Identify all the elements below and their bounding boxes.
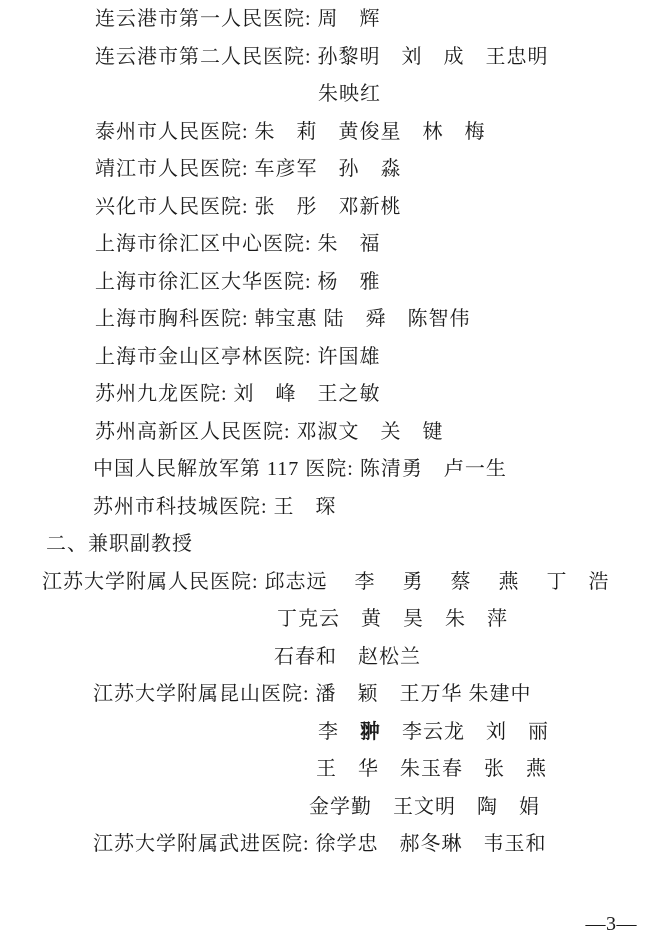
doc-line [0, 451, 655, 489]
doc-line [0, 826, 655, 864]
page-number: —3— [585, 913, 637, 935]
doc-line [0, 676, 655, 714]
text-run: 金学勤 王文明 陶 娟 [309, 795, 540, 818]
text-run: 江苏大学附属昆山医院: 潘 颖 王万华 朱建中 [93, 683, 532, 705]
doc-line [0, 226, 655, 264]
doc-line [0, 564, 655, 602]
doc-line-continuation [0, 789, 655, 827]
text-run: 石春和 赵松兰 [274, 645, 421, 668]
doc-line [0, 1, 655, 39]
text-run: 丁克云 黄 昊 朱 萍 [277, 608, 508, 630]
text-run: 连云港市第一人民医院: 周 辉 [95, 8, 381, 30]
text-run: 李 [318, 720, 360, 743]
text-run: 上海市金山区亭林医院: 许国雄 [95, 345, 381, 368]
doc-line [0, 376, 655, 414]
doc-line-continuation [0, 639, 655, 677]
text-run: 上海市胸科医院: 韩宝惠 陆 舜 陈智伟 [95, 308, 471, 330]
text-run: 兴化市人民医院: 张 彤 邓新桃 [95, 195, 402, 218]
text-run: 王 华 朱玉春 张 燕 [316, 758, 547, 780]
section-heading [0, 526, 655, 564]
text-run: 苏州高新区人民医院: 邓淑文 关 键 [95, 420, 444, 443]
document-body [0, 1, 655, 864]
text-run: 苏州九龙医院: 刘 峰 王之敏 [95, 383, 381, 405]
doc-line [0, 301, 655, 339]
doc-line [0, 489, 655, 527]
text-run: 上海市徐汇区大华医院: 杨 雅 [95, 270, 381, 293]
text-run: 苏州市科技城医院: 王 琛 [93, 495, 337, 518]
text-run: 靖江市人民医院: 车彦军 孙 淼 [95, 158, 402, 180]
text-run: 泰州市人民医院: 朱 莉 黄俊星 林 梅 [95, 120, 486, 143]
doc-line-continuation [0, 76, 655, 114]
doc-line-continuation [0, 751, 655, 789]
text-run: 李云龙 刘 丽 [381, 720, 549, 743]
doc-line [0, 339, 655, 377]
doc-line-continuation [0, 601, 655, 639]
text-run: 江苏大学附属武进医院: 徐学忠 郝冬琳 韦玉和 [93, 833, 547, 855]
doc-line [0, 114, 655, 152]
text-run: 翀 [360, 720, 381, 743]
text-run: 上海市徐汇区中心医院: 朱 福 [95, 233, 381, 255]
text-run: 二、兼职副教授 [46, 533, 193, 555]
text-run: 江苏大学附属人民医院: 邱志远 李 勇 蔡 燕 丁 浩 [42, 570, 610, 593]
doc-line [0, 264, 655, 302]
text-run: 连云港市第二人民医院: 孙黎明 刘 成 王忠明 [95, 45, 549, 68]
doc-line [0, 39, 655, 77]
doc-line [0, 189, 655, 227]
doc-line [0, 151, 655, 189]
doc-line [0, 414, 655, 452]
doc-line-continuation [0, 714, 655, 752]
text-run: 中国人民解放军第 117 医院: 陈清勇 卢一生 [93, 458, 507, 480]
text-run: 朱映红 [318, 83, 381, 105]
